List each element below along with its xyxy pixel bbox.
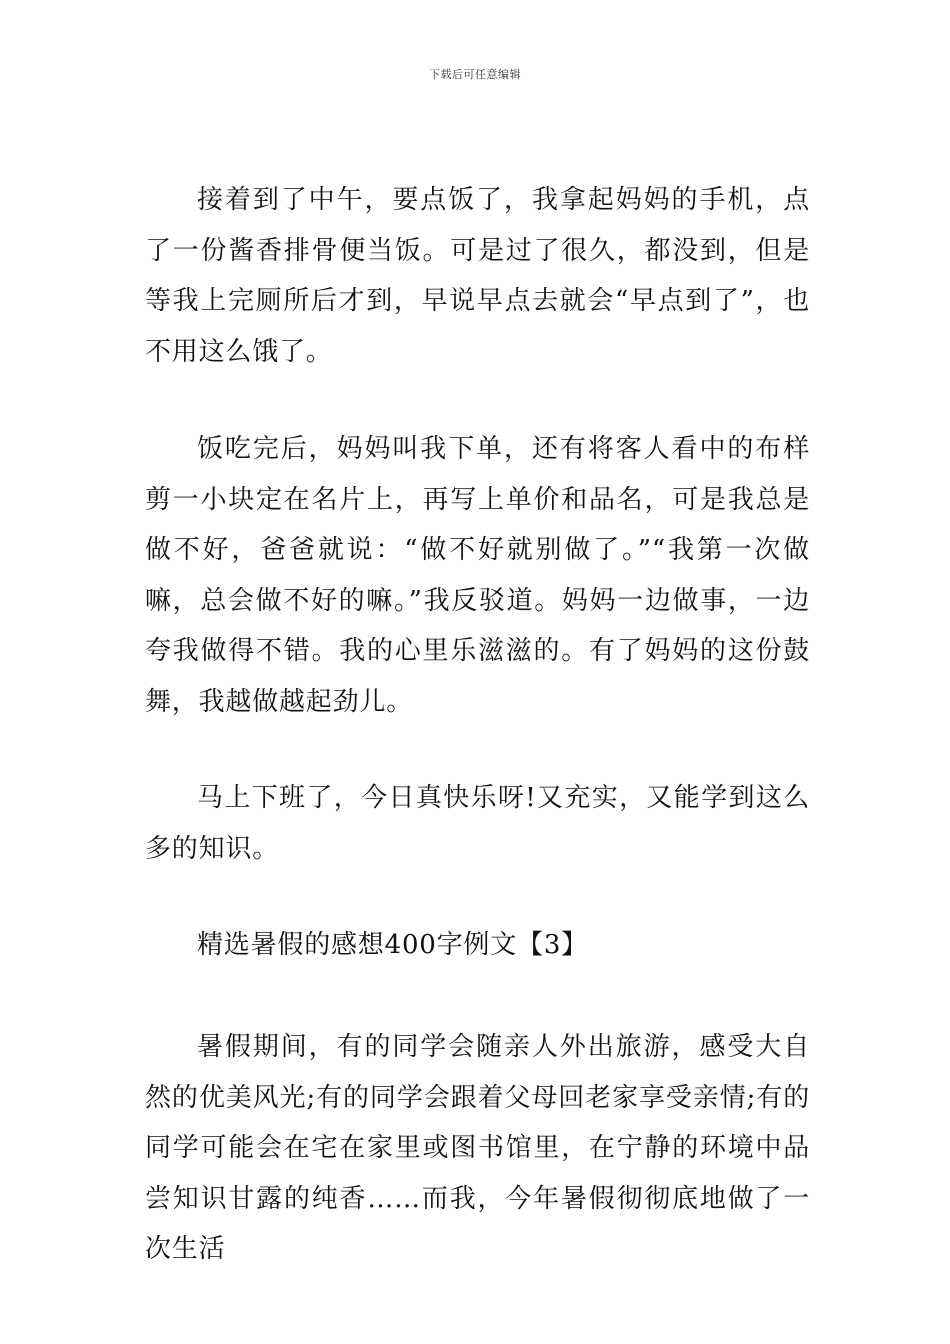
paragraph-summer-vacation: 暑假期间，有的同学会随亲人外出旅游，感受大自然的优美风光;有的同学会跟着父母回老家享受亲情;有的同学可能会在宅在家里或图书馆里，在宁静的环境中品尝知识甘露的纯香……而我，今年暑假彻彻底地做了一次生活: [145, 1032, 810, 1265]
section-heading: 精选暑假的感想400字例文【3】: [197, 930, 588, 960]
page-header: 下载后可任意编辑: [429, 68, 521, 81]
paragraph-after-lunch-work: 饭吃完后，妈妈叫我下单，还有将客人看中的布样剪一小块定在名片上，再写上单价和品名，可是我总是做不好，爸爸就说：“做不好就别做了。”“我第一次做嘛，总会做不好的嘛。”我反驳道。妈妈一边做事，一边夸我做得不错。我的心里乐滋滋的。有了妈妈的这份鼓舞，我越做越起劲儿。: [145, 434, 810, 717]
paragraph-lunch-order: 接着到了中午，要点饭了，我拿起妈妈的手机，点了一份酱香排骨便当饭。可是过了很久，都没到，但是等我上完厕所后才到，早说早点去就会“早点到了”，也不用这么饿了。: [145, 185, 810, 367]
paragraph-end-of-work: 马上下班了，今日真快乐呀!又充实，又能学到这么多的知识。: [145, 783, 810, 864]
